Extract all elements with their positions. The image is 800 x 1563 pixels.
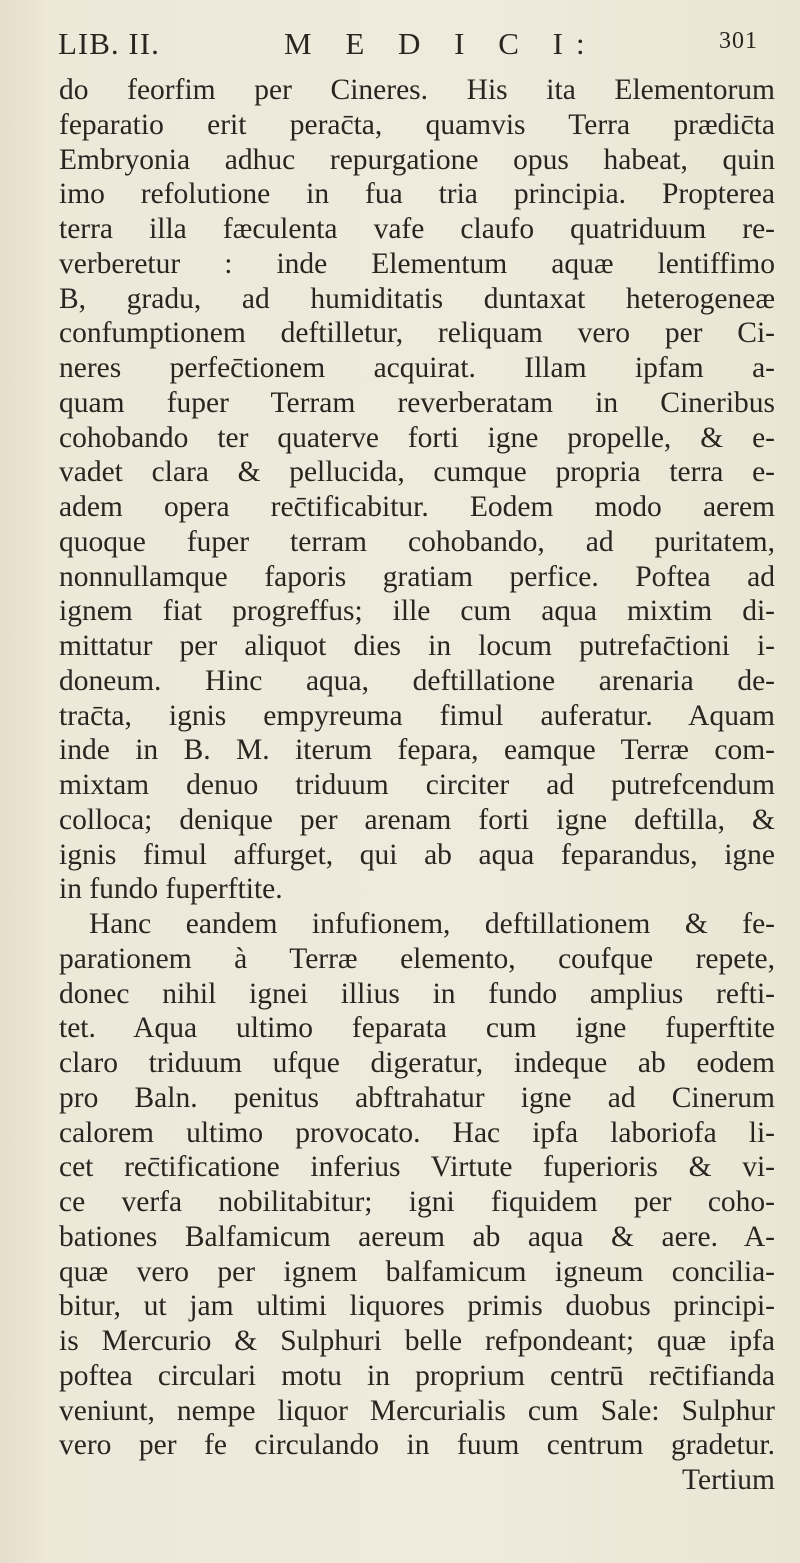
text-line: confumptionem deftilletur, reliquam vero per Ci- (59, 317, 775, 350)
book-number: LIB. II. (58, 26, 160, 61)
text-line: neres perfec̄tionem acquirat. Illam ipfam a- (59, 352, 775, 384)
text-line: Hanc eandem infufionem, deftillationem & fe- (89, 908, 775, 940)
text-line: feparatio erit perac̄ta, quamvis Terra prædic̄ta (59, 108, 775, 141)
text-line: mixtam denuo triduum circiter ad putrefcendum (59, 769, 775, 801)
text-line: tet. Aqua ultimo feparata cum igne fuperftite (59, 1012, 775, 1045)
text-line: verberetur : inde Elementum aquæ lentiffimo (59, 247, 775, 280)
text-line: is Mercurio & Sulphuri belle refpondeant; quæ ipfa (59, 1325, 775, 1357)
text-line: pro Baln. penitus abftrahatur igne ad Cinerum (59, 1081, 775, 1114)
text-line: parationem à Terræ elemento, coufque repete, (59, 942, 775, 975)
text-line: vero per fe circulando in fuum centrum gradetur. (59, 1429, 775, 1462)
text-line: claro triduum ufque digeratur, indeque ab eodem (59, 1047, 775, 1079)
text-line: ce verfa nobilitabitur; igni fiquidem per coho- (59, 1186, 775, 1218)
body-text (59, 73, 775, 1498)
text-line: poftea circulari motu in proprium centrū rec̄tifianda (59, 1359, 775, 1392)
text-line: Embryonia adhuc repurgatione opus habeat, quin (59, 143, 775, 176)
text-line: inde in B. M. iterum fepara, eamque Terræ com- (59, 734, 775, 767)
text-line: bitur, ut jam ultimi liquores primis duobus principi- (59, 1290, 775, 1323)
text-line: colloca; denique per arenam forti igne deftilla, & (59, 803, 775, 836)
text-line: veniunt, nempe liquor Mercurialis cum Sale: Sulphur (59, 1394, 775, 1427)
text-line: nonnullamque faporis gratiam perfice. Poftea ad (59, 560, 775, 593)
text-line: in fundo fuperftite. (59, 873, 283, 906)
catchword: Tertium (682, 1464, 775, 1496)
text-line: donec nihil ignei illius in fundo amplius refti- (59, 977, 775, 1010)
text-line: do feorfim per Cineres. His ita Elementorum (59, 74, 775, 106)
text-line: ignem fiat progreffus; ille cum aqua mixtim di- (59, 595, 775, 628)
text-line: terra illa fæculenta vafe claufo quatriduum re- (59, 213, 775, 245)
text-line: quam fuper Terram reverberatam in Cineribus (59, 386, 775, 419)
text-line: vadet clara & pellucida, cumque propria terra e- (59, 456, 775, 489)
text-line: B, gradu, ad humiditatis duntaxat heterogeneæ (59, 282, 775, 315)
text-line: ignis fimul affurget, qui ab aqua feparandus, igne (59, 838, 775, 871)
text-line: calorem ultimo provocato. Hac ipfa laboriofa li- (59, 1116, 775, 1149)
text-line: doneum. Hinc aqua, deftillatione arenaria de- (59, 664, 775, 697)
text-line: cohobando ter quaterve forti igne propelle, & e- (59, 421, 775, 454)
text-line: quoque fuper terram cohobando, ad puritatem, (59, 525, 775, 558)
text-line: quæ vero per ignem balfamicum igneum concilia- (59, 1255, 775, 1288)
running-title: M E D I C I: (284, 26, 598, 61)
text-line: cet rec̄tificatione inferius Virtute fuperioris & vi- (59, 1151, 775, 1184)
text-line: adem opera rec̄tificabitur. Eodem modo aerem (59, 491, 775, 523)
text-line: mittatur per aliquot dies in locum putrefac̄tioni i- (59, 630, 775, 662)
page-number: 301 (719, 28, 758, 54)
text-line: trac̄ta, ignis empyreuma fimul auferatur. Aquam (59, 699, 775, 732)
text-line: imo refolutione in fua tria principia. Propterea (59, 178, 775, 211)
running-header (58, 18, 758, 68)
text-line: bationes Balfamicum aereum ab aqua & aere. A- (59, 1220, 775, 1253)
